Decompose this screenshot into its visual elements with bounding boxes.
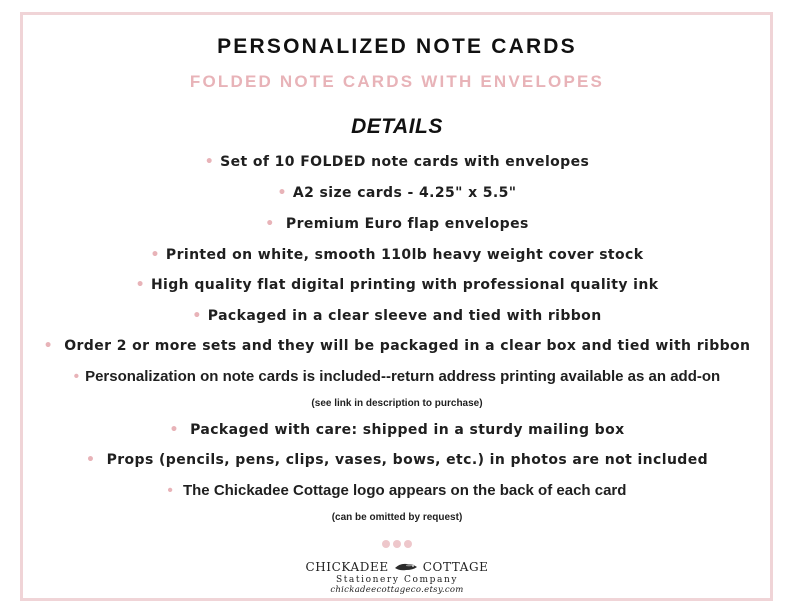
dot-icon — [404, 540, 412, 548]
detail-item: • Premium Euro flap envelopes — [265, 216, 529, 232]
bullet-icon: • — [73, 368, 80, 385]
detail-item: • A2 size cards - 4.25" x 5.5" — [277, 185, 517, 201]
detail-item: • Printed on white, smooth 110lb heavy weight cover stock — [150, 247, 644, 263]
detail-item: • Packaged in a clear sleeve and tied with ribbon — [192, 308, 602, 324]
bullet-icon: • — [150, 247, 160, 263]
bullet-icon: • — [43, 338, 53, 354]
logo-subtitle: Stationery Company — [335, 575, 459, 585]
detail-item: • High quality flat digital printing with professional quality ink — [135, 277, 659, 293]
chickadee-bird-icon — [393, 561, 419, 573]
logo-right-text: COTTAGE — [422, 560, 489, 574]
bullet-icon: • — [277, 185, 287, 201]
dot-icon — [382, 540, 390, 548]
logo — [0, 560, 794, 595]
bullet-icon: • — [167, 482, 173, 499]
bullet-icon: • — [265, 216, 275, 232]
detail-item: • Order 2 or more sets and they will be packaged in a clear box and tied with ribbon — [43, 338, 751, 354]
bullet-icon: • — [135, 277, 145, 293]
logo-left-text: CHICKADEE — [305, 560, 389, 574]
detail-item: • The Chickadee Cottage logo appears on the back of each card — [167, 482, 627, 499]
detail-item: • Personalization on note cards is included--return address printing available as an add-on — [73, 368, 721, 385]
dot-icon — [393, 540, 401, 548]
details-heading: DETAILS — [351, 115, 443, 138]
bullet-icon: • — [204, 154, 215, 170]
detail-item: • Set of 10 FOLDED note cards with envelopes — [204, 154, 590, 170]
omit-note: (can be omitted by request) — [331, 512, 463, 523]
decorative-dots — [0, 540, 794, 548]
detail-item: • Packaged with care: shipped in a sturdy mailing box — [169, 422, 625, 438]
bullet-icon: • — [192, 308, 202, 324]
purchase-note: (see link in description to purchase) — [311, 398, 483, 409]
detail-item: • Props (pencils, pens, clips, vases, bows, etc.) in photos are not included — [85, 452, 709, 468]
logo-url: chickadeecottageco.etsy.com — [330, 585, 464, 595]
bullet-icon: • — [85, 452, 96, 468]
page-title: PERSONALIZED NOTE CARDS — [217, 35, 577, 58]
bullet-icon: • — [169, 422, 179, 438]
page-subtitle: FOLDED NOTE CARDS WITH ENVELOPES — [189, 72, 605, 91]
